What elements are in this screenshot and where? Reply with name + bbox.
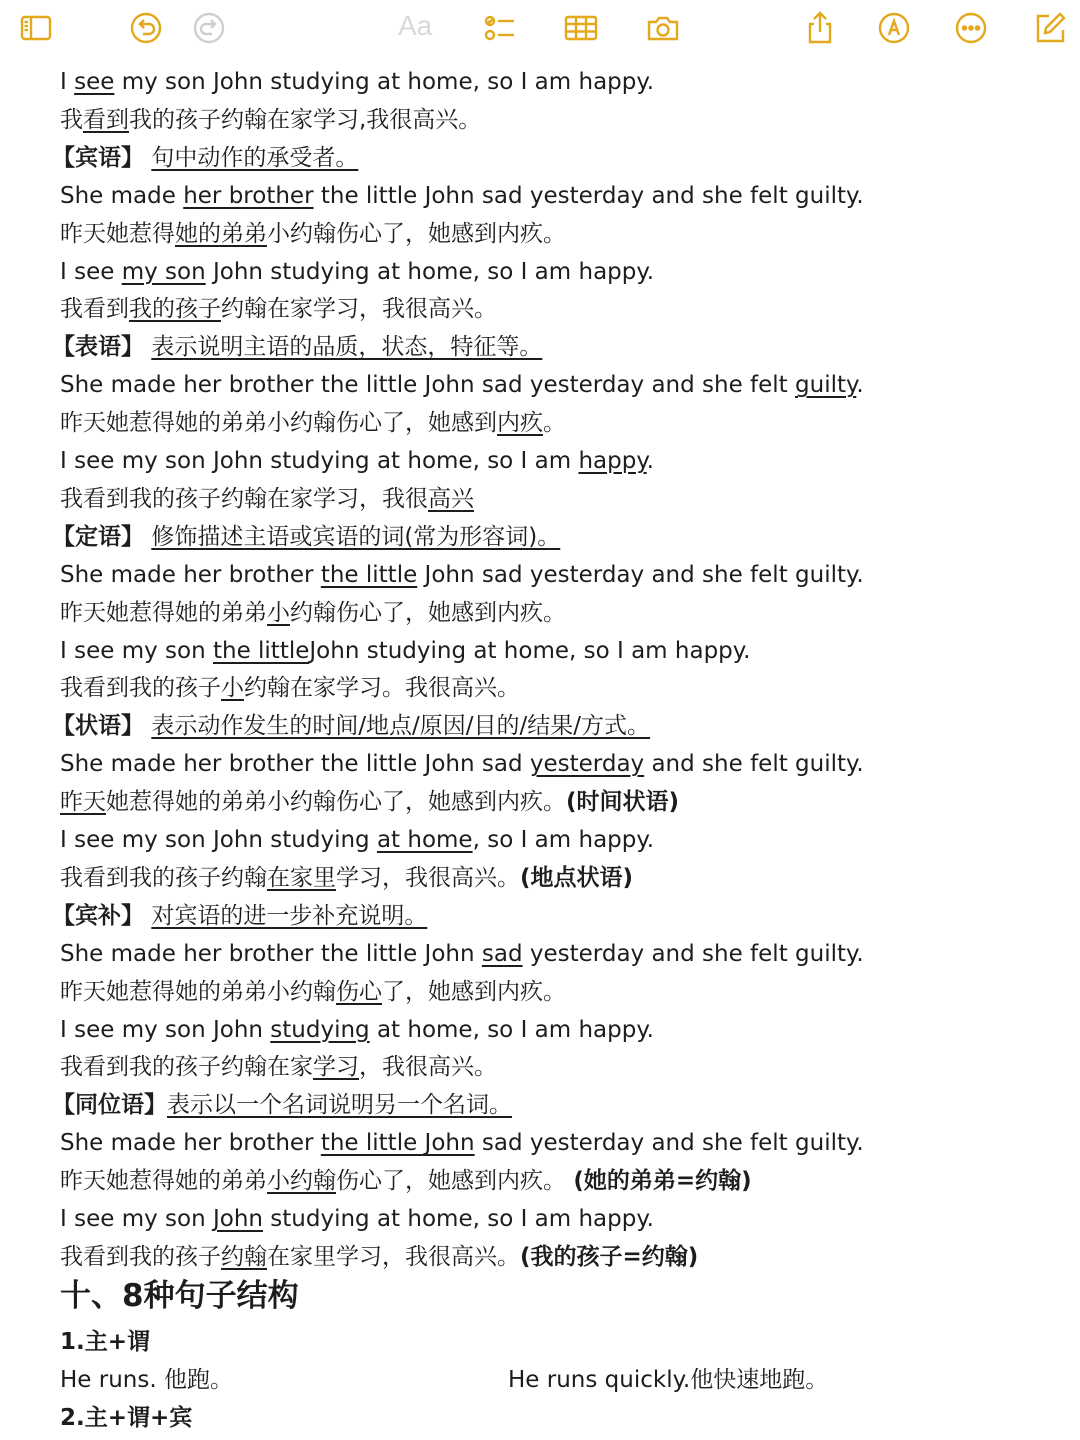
english-sentence: [60, 1127, 864, 1159]
notes-toolbar: [0, 0, 1080, 56]
text-segment: John studying at home, so I am happy.: [309, 637, 751, 664]
text-segment: 我看到我的孩子约翰: [60, 864, 267, 891]
underlined-segment: 小: [221, 675, 244, 702]
english-sentence: [60, 559, 864, 591]
markup-icon[interactable]: [874, 8, 914, 48]
text-segment: 我看到我的孩子: [60, 675, 221, 702]
underlined-segment: 她的弟弟: [175, 220, 267, 247]
text-segment: 伤心了，她感到内疚。: [336, 1168, 574, 1195]
underlined-segment: at home: [376, 827, 473, 853]
underlined-segment: John: [212, 1206, 263, 1232]
bold-segment: (我的孩子=约翰): [520, 1243, 699, 1270]
text-segment: the little John sad yesterday and she felt guilty.: [313, 182, 864, 209]
bold-segment: (她的弟弟=约翰): [573, 1168, 752, 1195]
text-segment: I see my son John studying at home, so I am: [60, 448, 579, 474]
bold-segment: 【同位语】: [52, 1092, 167, 1119]
text-segment: 昨天她惹得: [60, 220, 175, 247]
text-segment: She made: [60, 182, 184, 209]
grammar-label-line: [52, 1089, 512, 1121]
underlined-segment: 在家里: [267, 864, 336, 891]
chinese-sentence: [60, 218, 566, 250]
underlined-segment: 昨天: [60, 789, 106, 816]
underlined-segment: 修饰描述主语或宾语的词(常为形容词)。: [151, 523, 561, 550]
underlined-segment: 对宾语的进一步补充说明。: [151, 902, 428, 929]
subheading-1: 1.主+谓: [60, 1329, 151, 1355]
text-segment: at home, so I am happy.: [369, 1016, 654, 1043]
text-segment: John sad yesterday and she felt guilty.: [417, 561, 864, 588]
text-segment: 学习，我很高兴。: [336, 864, 520, 891]
underlined-segment: 高兴: [428, 485, 474, 512]
underlined-segment: 表示以一个名词说明另一个名词。: [167, 1092, 512, 1119]
text-segment: I see my son: [60, 1206, 213, 1232]
underlined-segment: see: [74, 69, 115, 95]
text-segment: I: [60, 69, 75, 95]
camera-icon[interactable]: [643, 8, 683, 48]
underlined-segment: 我的孩子: [129, 296, 221, 323]
text-segment: I see: [60, 258, 122, 285]
bold-segment: 【表语】: [52, 334, 144, 361]
text-segment: She made her brother the little John sad: [60, 751, 530, 778]
grammar-label-line: [52, 710, 650, 742]
text-segment: and she felt guilty.: [644, 751, 864, 778]
english-sentence: [60, 445, 654, 477]
text-segment: 昨天她惹得她的弟弟: [60, 599, 267, 626]
text-segment: 昨天她惹得她的弟弟小约翰伤心了，她感到: [60, 410, 497, 437]
underlined-segment: 看到: [83, 106, 129, 133]
section-heading: 十、8种句子结构: [60, 1278, 299, 1314]
text-segment: She made her brother: [60, 561, 321, 588]
text-segment: 约翰在家学习，我很高兴。: [221, 296, 497, 323]
chinese-sentence: [60, 293, 497, 325]
text-segment: I see my son: [60, 637, 213, 664]
compose-icon[interactable]: [1030, 8, 1070, 48]
underlined-segment: 约翰: [221, 1243, 267, 1270]
chinese-sentence: [60, 976, 566, 1008]
english-sentence: [60, 66, 654, 98]
english-sentence: [60, 635, 750, 667]
underlined-segment: 小: [267, 599, 290, 626]
underlined-segment: 内疚: [497, 410, 543, 437]
text-segment: ，我很高兴。: [359, 1054, 497, 1081]
bold-segment: 【宾补】: [52, 902, 144, 929]
text-segment: 我的孩子约翰在家学习,我很高兴。: [129, 106, 482, 133]
underlined-segment: her brother: [183, 182, 314, 209]
underlined-segment: happy: [578, 448, 647, 474]
grammar-label-line: [52, 142, 358, 174]
text-format-button[interactable]: Aa: [398, 10, 433, 41]
chinese-sentence: [60, 862, 633, 894]
subheading-2: 2.主+谓+宾: [60, 1405, 193, 1431]
underlined-segment: 伤心: [336, 978, 382, 1005]
bold-segment: 【状语】: [52, 713, 144, 740]
text-segment: 我看到我的孩子约翰在家学习，我很: [60, 485, 428, 512]
text-segment: 我看到我的孩子约翰在家: [60, 1054, 313, 1081]
chinese-sentence: [60, 1051, 497, 1083]
english-sentence: [60, 824, 654, 856]
text-segment: 小约翰伤心了，她感到内疚。: [267, 220, 566, 247]
bold-segment: (地点状语): [520, 864, 634, 891]
underlined-segment: 小约翰: [267, 1168, 336, 1195]
share-icon[interactable]: [800, 8, 840, 48]
underlined-segment: yesterday: [529, 751, 645, 778]
text-segment: studying at home, so I am happy.: [262, 1206, 654, 1232]
text-segment: I see my son John: [60, 1016, 271, 1043]
english-sentence: [60, 1203, 654, 1235]
text-segment: sad yesterday and she felt guilty.: [474, 1130, 864, 1157]
text-segment: .: [856, 372, 864, 399]
example-right: He runs quickly.他快速地跑。: [508, 1367, 829, 1393]
english-sentence: [60, 748, 864, 780]
chinese-sentence: [60, 1165, 752, 1197]
text-segment: 约翰在家学习。我很高兴。: [244, 675, 520, 702]
redo-icon[interactable]: [189, 8, 229, 48]
english-sentence: [60, 1014, 654, 1046]
english-sentence: [60, 369, 864, 401]
chinese-sentence: [60, 1241, 698, 1273]
example-left: He runs. 他跑。: [60, 1367, 233, 1393]
grammar-label-line: [52, 521, 560, 553]
english-sentence: [60, 180, 864, 212]
sidebar-icon[interactable]: [16, 8, 56, 48]
text-segment: 昨天她惹得她的弟弟小约翰: [60, 978, 336, 1005]
checklist-icon[interactable]: [479, 8, 519, 48]
table-icon[interactable]: [561, 8, 601, 48]
english-sentence: [60, 256, 654, 288]
chinese-sentence: [60, 672, 520, 704]
grammar-label-line: [52, 331, 542, 363]
underlined-segment: studying: [270, 1016, 370, 1043]
text-segment: She made her brother the little John sad yesterday and she felt: [60, 372, 796, 399]
text-segment: 在家里学习，我很高兴。: [267, 1243, 520, 1270]
chinese-sentence: [60, 104, 481, 136]
underlined-segment: the little John: [320, 1130, 475, 1157]
text-segment: 昨天她惹得她的弟弟: [60, 1168, 267, 1195]
text-segment: .: [646, 448, 654, 474]
chinese-sentence: [60, 597, 566, 629]
chinese-sentence: [60, 407, 566, 439]
undo-icon[interactable]: [126, 8, 166, 48]
more-icon[interactable]: [951, 8, 991, 48]
text-segment: 约翰伤心了，她感到内疚。: [290, 599, 566, 626]
text-segment: 我看到: [60, 296, 129, 323]
text-segment: 我: [60, 106, 83, 133]
chinese-sentence: [60, 483, 474, 515]
underlined-segment: 学习: [313, 1054, 359, 1081]
underlined-segment: the little: [212, 637, 310, 664]
text-segment: I see my son John studying: [60, 827, 377, 853]
text-segment: John studying at home, so I am happy.: [205, 258, 655, 285]
english-sentence: [60, 938, 864, 970]
underlined-segment: 表示动作发生的时间/地点/原因/目的/结果/方式。: [151, 713, 651, 740]
grammar-label-line: [52, 900, 427, 932]
chinese-sentence: [60, 786, 679, 818]
bold-segment: 【宾语】: [52, 144, 144, 171]
underlined-segment: 表示说明主语的品质，状态，特征等。: [151, 334, 543, 361]
underlined-segment: sad: [481, 940, 523, 967]
text-segment: my son John studying at home, so I am happy.: [114, 69, 655, 95]
underlined-segment: the little: [320, 561, 418, 588]
text-segment: 。: [543, 410, 566, 437]
underlined-segment: my son: [121, 258, 206, 285]
text-segment: , so I am happy.: [472, 827, 654, 853]
text-segment: She made her brother: [60, 1130, 321, 1157]
bold-segment: (时间状语): [566, 789, 680, 816]
text-segment: 了，她感到内疚。: [382, 978, 566, 1005]
text-segment: She made her brother the little John: [60, 940, 482, 967]
bold-segment: 【定语】: [52, 523, 144, 550]
text-segment: 她惹得她的弟弟小约翰伤心了，她感到内疚。: [106, 789, 566, 816]
underlined-segment: 句中动作的承受者。: [151, 144, 359, 171]
text-segment: yesterday and she felt guilty.: [522, 940, 864, 967]
text-segment: 我看到我的孩子: [60, 1243, 221, 1270]
underlined-segment: guilty: [795, 372, 857, 399]
